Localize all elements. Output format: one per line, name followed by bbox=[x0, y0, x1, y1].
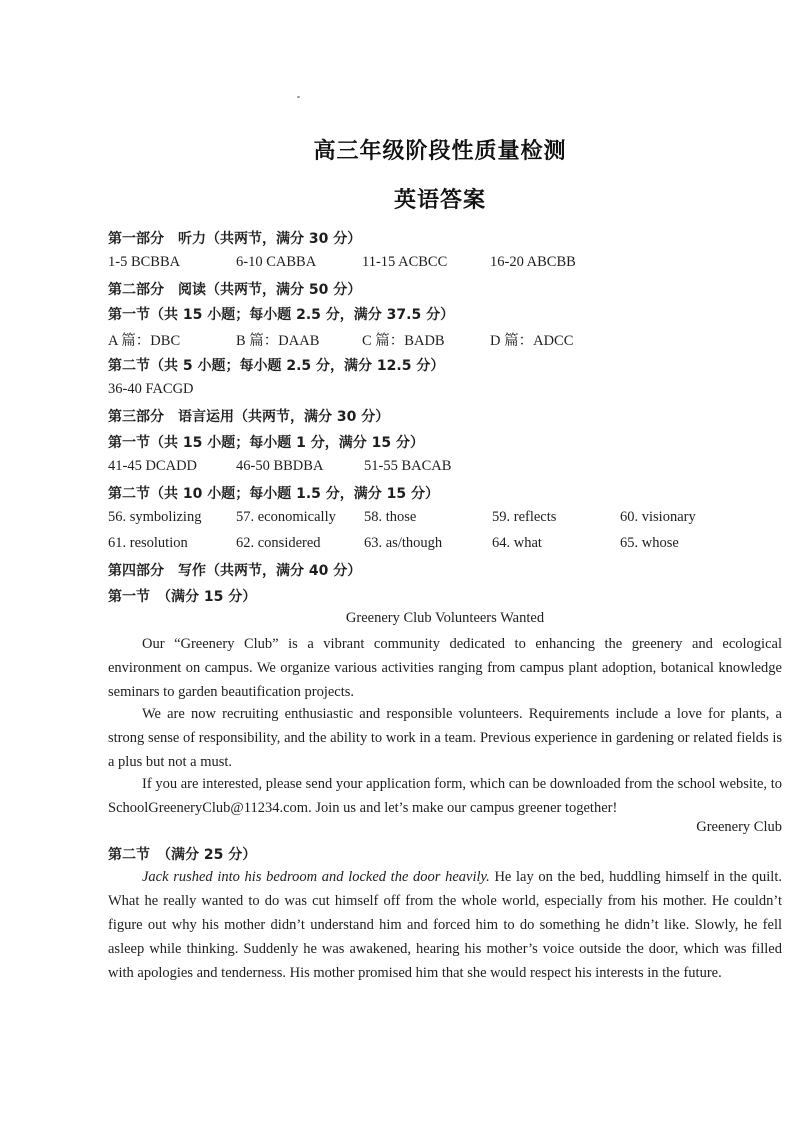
story-continuation: He lay on the bed, huddling himself in the quilt. What he really wanted to do was cut himself off from the whole world, especially from his mother. He couldn’t figure out why his mother didn’t understand him and forced him to do something he didn’t like. Slowly, he fell asleep while thinking. Suddenly he was awakened, hearing his mother’s voice outside the door, which was filled with apologies and tenderness. His mother promised him that she would respect his interests in the future. bbox=[108, 869, 782, 981]
part2-answer-c: C 篇：BADB bbox=[362, 333, 445, 349]
part2-heading: 第二部分 阅读（共两节，满分 50 分） bbox=[108, 282, 362, 298]
part3-section2-heading: 第二节（共 10 小题；每小题 1.5 分，满分 15 分） bbox=[108, 486, 440, 502]
blank-answer-57: 57. economically bbox=[236, 509, 336, 525]
part4-heading: 第四部分 写作（共两节，满分 40 分） bbox=[108, 563, 362, 579]
part3-answer-2: 46-50 BBDBA bbox=[236, 458, 324, 474]
part2-answer-d: D 篇：ADCC bbox=[490, 333, 574, 349]
part1-answer-1: 1-5 BCBBA bbox=[108, 254, 181, 270]
essay-title: Greenery Club Volunteers Wanted bbox=[345, 610, 545, 626]
part1-answer-3: 11-15 ACBCC bbox=[362, 254, 448, 270]
essay-paragraph-2: We are now recruiting enthusiastic and responsible volunteers. Requirements include a love for plants, a strong sense of responsibility, and the ability to work in a team. Previous experience in gardening or related fields is a plus but not a must. bbox=[108, 706, 782, 770]
part3-answer-3: 51-55 BACAB bbox=[364, 458, 452, 474]
scan-speck bbox=[297, 96, 300, 98]
essay-paragraph-1: Our “Greenery Club” is a vibrant community dedicated to enhancing the greenery and ecological environment on campus. We organize various activities ranging from campus plant adoption, botanical knowledge seminars to garden beautification projects. bbox=[108, 636, 782, 700]
blank-answer-59: 59. reflects bbox=[492, 509, 557, 525]
blank-answer-62: 62. considered bbox=[236, 535, 321, 551]
part2-section2-heading: 第二节（共 5 小题；每小题 2.5 分，满分 12.5 分） bbox=[108, 358, 445, 374]
part1-answer-4: 16-20 ABCBB bbox=[490, 254, 576, 270]
essay-paragraph-3: If you are interested, please send your application form, which can be downloaded from the school website, to SchoolGreeneryClub@11234.com. Join us and let’s make our campus greener together! bbox=[108, 776, 782, 816]
part2-section1-heading: 第一节（共 15 小题；每小题 2.5 分，满分 37.5 分） bbox=[108, 307, 455, 323]
part3-answer-1: 41-45 DCADD bbox=[108, 458, 198, 474]
blank-answer-61: 61. resolution bbox=[108, 535, 188, 551]
part1-answer-2: 6-10 CABBA bbox=[236, 254, 317, 270]
blank-answer-60: 60. visionary bbox=[620, 509, 696, 525]
part2-answer-b: B 篇：DAAB bbox=[236, 333, 320, 349]
blank-answer-64: 64. what bbox=[492, 535, 542, 551]
part1-heading: 第一部分 听力（共两节，满分 30 分） bbox=[108, 231, 362, 247]
page-title: 高三年级阶段性质量检测 bbox=[313, 139, 567, 164]
part2-answer-a: A 篇：DBC bbox=[108, 333, 181, 349]
part2-section2-answers: 36-40 FACGD bbox=[108, 381, 194, 397]
part4-section2-heading: 第二节 （满分 25 分） bbox=[108, 847, 257, 863]
part3-heading: 第三部分 语言运用（共两节，满分 30 分） bbox=[108, 409, 390, 425]
story-paragraph bbox=[108, 865, 782, 985]
blank-answer-65: 65. whose bbox=[620, 535, 679, 551]
blank-answer-58: 58. those bbox=[364, 509, 417, 525]
story-italic-lead: Jack rushed into his bedroom and locked the door heavily. bbox=[142, 869, 490, 885]
blank-answer-63: 63. as/though bbox=[364, 535, 443, 551]
page-subtitle: 英语答案 bbox=[393, 188, 486, 213]
blank-answer-56: 56. symbolizing bbox=[108, 509, 202, 525]
part3-section1-heading: 第一节（共 15 小题；每小题 1 分，满分 15 分） bbox=[108, 435, 424, 451]
part4-section1-heading: 第一节 （满分 15 分） bbox=[108, 589, 257, 605]
essay-signature: Greenery Club bbox=[696, 819, 782, 835]
